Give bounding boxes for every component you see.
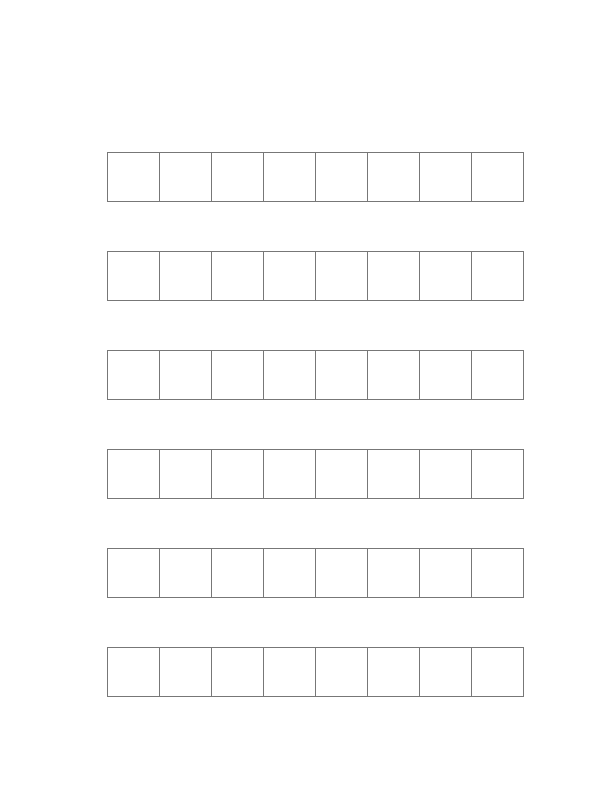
problem-5	[87, 548, 527, 598]
problem-1	[87, 152, 527, 202]
problem-4	[87, 449, 527, 499]
grid-cell[interactable]	[264, 647, 316, 697]
grid-cell[interactable]	[264, 152, 316, 202]
grid-cell[interactable]	[108, 152, 160, 202]
grid-cell[interactable]	[420, 449, 472, 499]
problem-2	[87, 251, 527, 301]
grid-cell[interactable]	[160, 449, 212, 499]
grid-cell[interactable]	[472, 152, 524, 202]
number-grid	[107, 449, 524, 499]
grid-cell[interactable]	[472, 251, 524, 301]
grid-cell[interactable]	[368, 251, 420, 301]
left-tick-border	[18, 0, 32, 792]
grid-cell[interactable]	[108, 251, 160, 301]
grid-cell[interactable]	[160, 350, 212, 400]
grid-cell[interactable]	[160, 251, 212, 301]
grid-cell[interactable]	[212, 152, 264, 202]
grid-cell[interactable]	[420, 647, 472, 697]
number-grid	[107, 548, 524, 598]
right-tick-border	[576, 0, 590, 792]
grid-cell[interactable]	[420, 152, 472, 202]
grid-cell[interactable]	[108, 449, 160, 499]
number-grid	[107, 647, 524, 697]
grid-cell[interactable]	[368, 647, 420, 697]
grid-cell[interactable]	[108, 548, 160, 598]
grid-cell[interactable]	[264, 548, 316, 598]
bottom-tick-border	[0, 756, 612, 768]
grid-cell[interactable]	[316, 548, 368, 598]
grid-cell[interactable]	[108, 647, 160, 697]
number-grid	[107, 251, 524, 301]
grid-cell[interactable]	[160, 548, 212, 598]
top-tick-border	[0, 20, 612, 32]
grid-cell[interactable]	[316, 350, 368, 400]
grid-cell[interactable]	[212, 548, 264, 598]
grid-cell[interactable]	[368, 449, 420, 499]
number-grid	[107, 350, 524, 400]
grid-cell[interactable]	[212, 449, 264, 499]
grid-cell[interactable]	[420, 251, 472, 301]
grid-cell[interactable]	[472, 449, 524, 499]
grid-cell[interactable]	[264, 350, 316, 400]
grid-cell[interactable]	[316, 152, 368, 202]
grid-cell[interactable]	[472, 350, 524, 400]
grid-cell[interactable]	[316, 251, 368, 301]
grid-cell[interactable]	[316, 647, 368, 697]
grid-cell[interactable]	[108, 350, 160, 400]
grid-cell[interactable]	[472, 647, 524, 697]
grid-cell[interactable]	[368, 350, 420, 400]
problem-6	[87, 647, 527, 697]
grid-cell[interactable]	[212, 350, 264, 400]
grid-cell[interactable]	[160, 647, 212, 697]
grid-cell[interactable]	[316, 449, 368, 499]
grid-cell[interactable]	[472, 548, 524, 598]
grid-cell[interactable]	[160, 152, 212, 202]
grid-cell[interactable]	[420, 548, 472, 598]
grid-cell[interactable]	[264, 449, 316, 499]
grid-cell[interactable]	[212, 251, 264, 301]
grid-cell[interactable]	[368, 548, 420, 598]
number-grid	[107, 152, 524, 202]
grid-cell[interactable]	[368, 152, 420, 202]
problem-3	[87, 350, 527, 400]
grid-cell[interactable]	[264, 251, 316, 301]
grid-cell[interactable]	[420, 350, 472, 400]
grid-cell[interactable]	[212, 647, 264, 697]
